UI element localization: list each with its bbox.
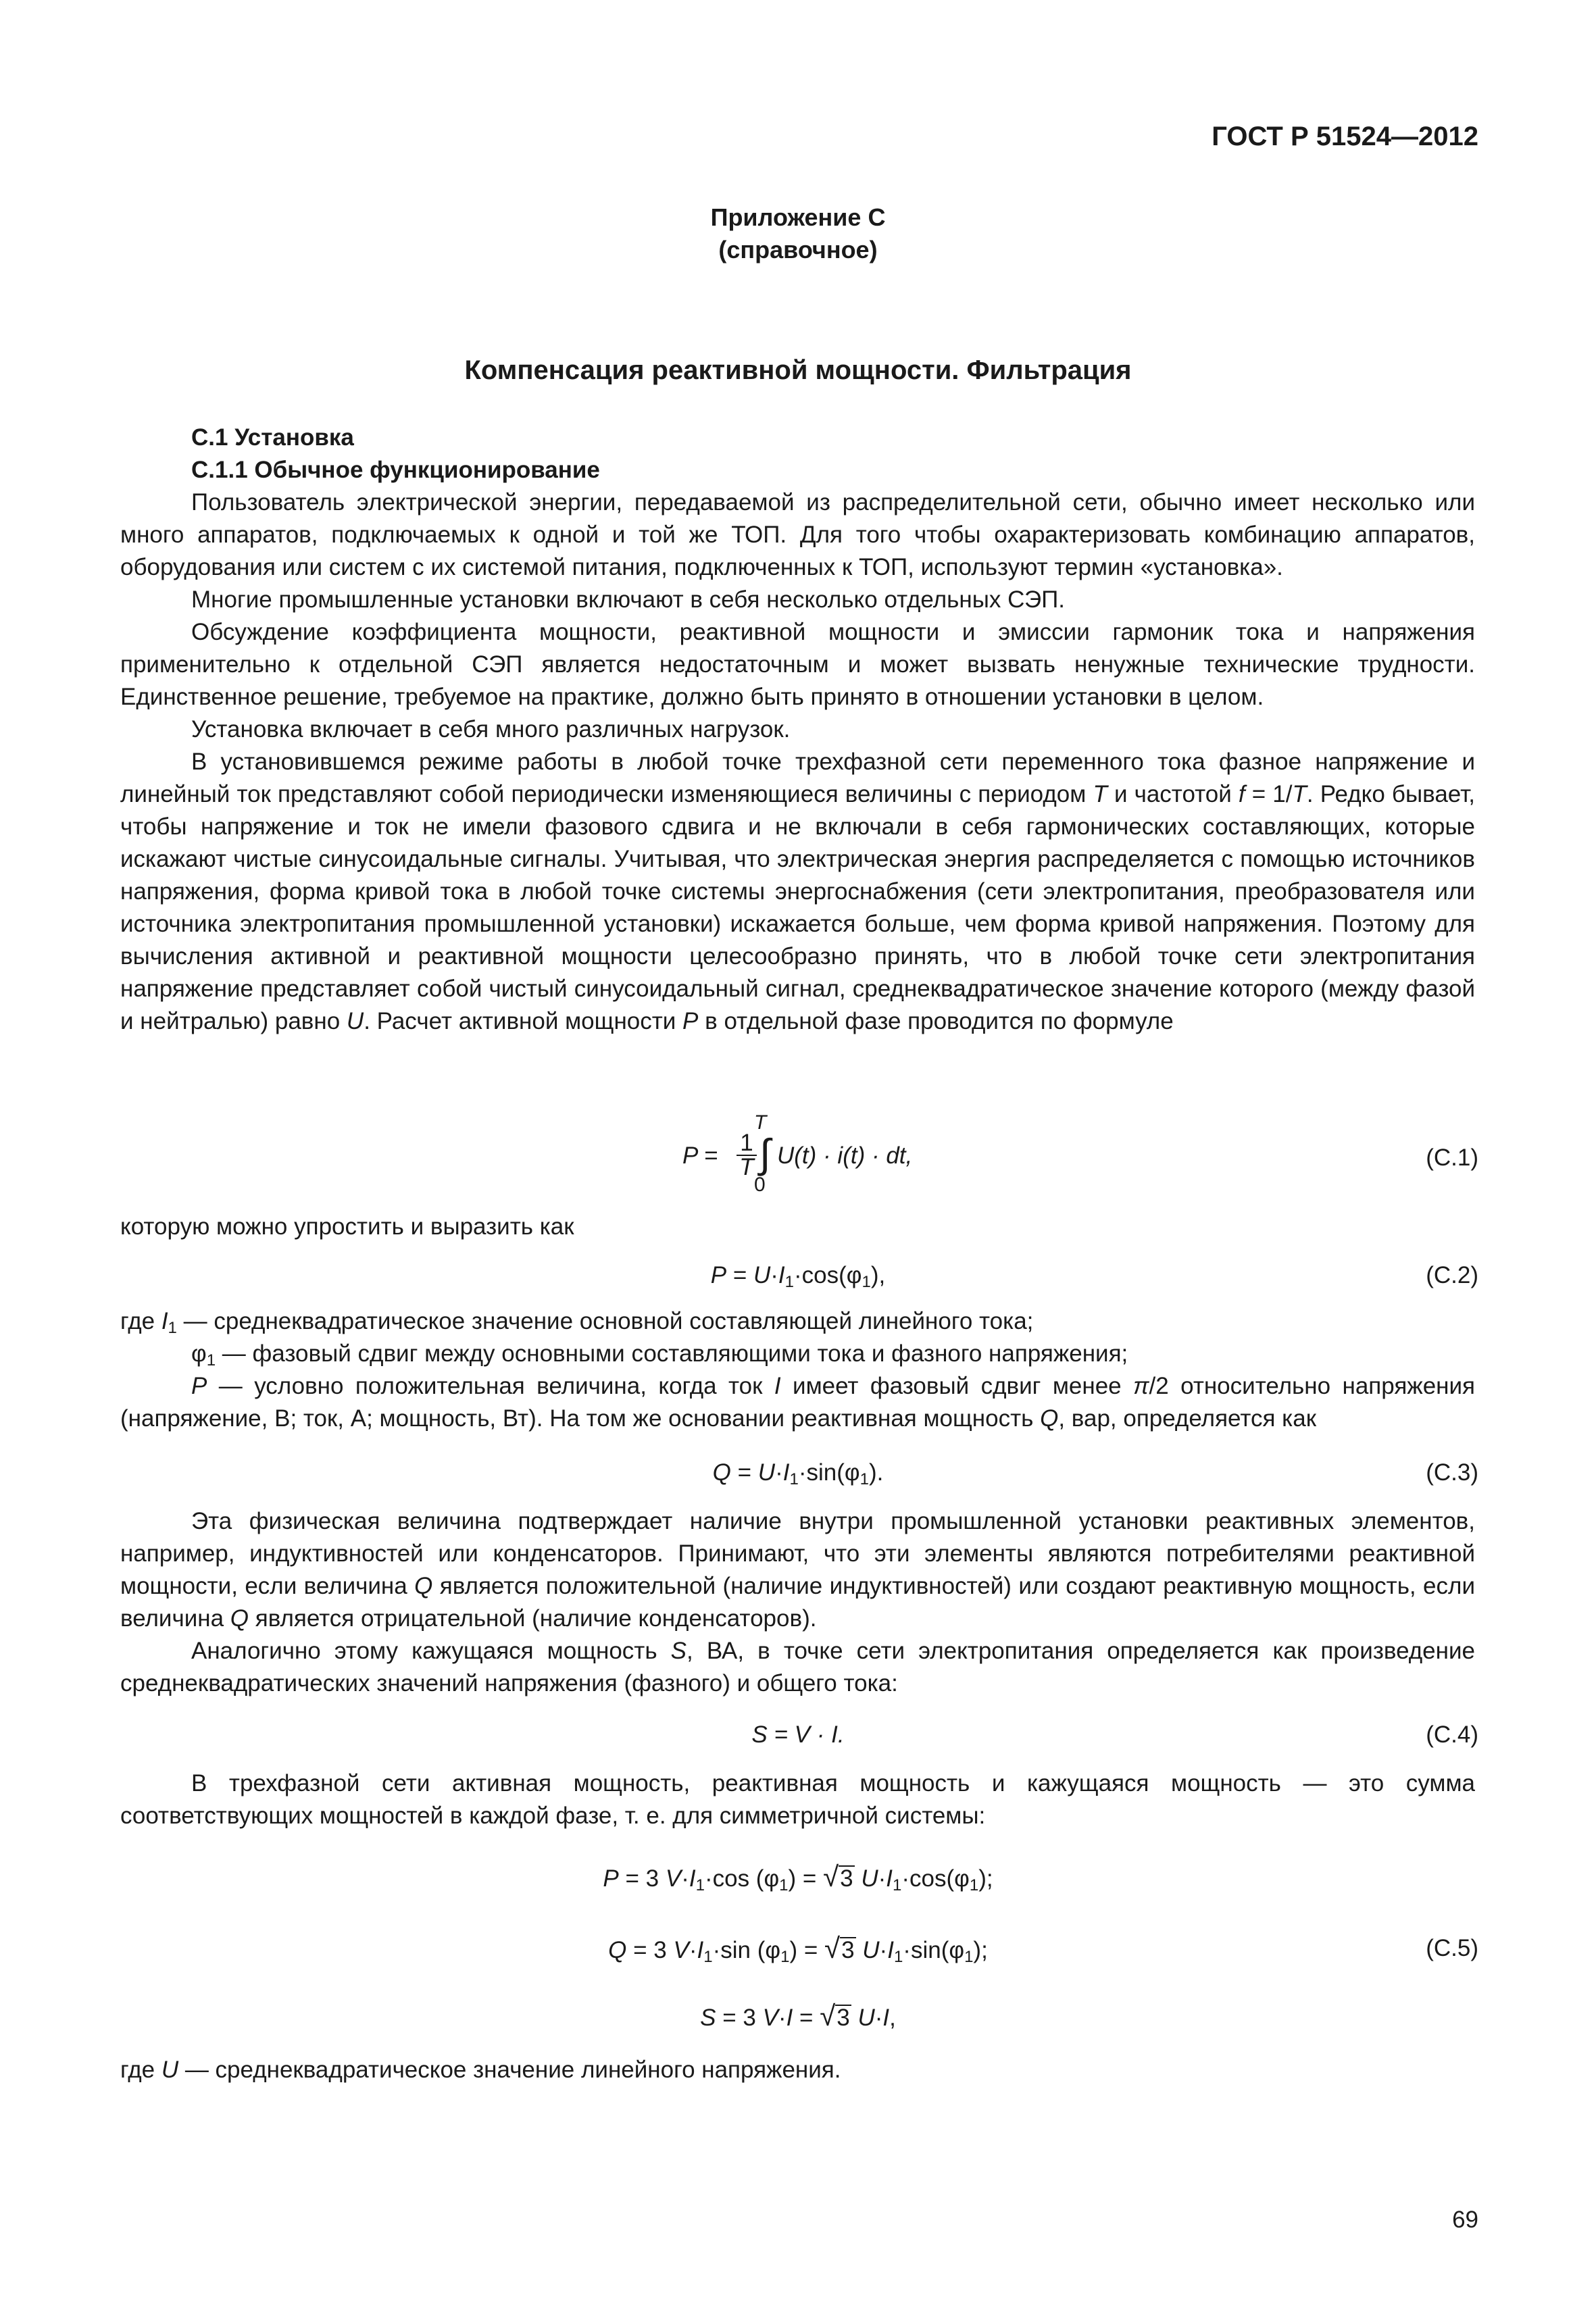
paragraph-loads: Установка включает в себя много различных нагрузок. (191, 716, 791, 743)
definition-p: P — условно положительная величина, когда ток I имеет фазовый сдвиг менее π/2 относительно напряжения (напряжение, В; ток, А; мощность, Вт). На том же основании реактивная мощность Q, вар, определяется как (120, 1373, 1475, 1432)
text-simplify: которую можно упростить и выразить как (120, 1213, 574, 1240)
equation-number-c1: (С.1) (1426, 1145, 1478, 1171)
fraction-1-over-T: 1 T (737, 1132, 757, 1179)
page-title: Компенсация реактивной мощности. Фильтрация (464, 355, 1132, 385)
equation-c5-line-p: P = 3 $V\cdot I_1\cdot\cos$ $(\varphi_1) = √3$ $U\cdot I_1\cdot\cos(\varphi_1)$; (603, 1861, 993, 1894)
document-code: ГОСТ Р 51524—2012 (1212, 122, 1478, 151)
paragraph-power-factor: Обсуждение коэффициента мощности, реактивной мощности и эмиссии гармоник тока и напряжения применительно к отдельной СЭП является недостаточным и может вызвать ненужные технические трудности. Единственное решение, требуемое на практике, должно быть принято в отношении установки в целом. (120, 619, 1475, 710)
definition-u: где U — среднеквадратическое значение линейного напряжения. (120, 2057, 841, 2083)
appendix-subtitle: (справочное) (718, 236, 878, 263)
paragraph-industrial-installations: Многие промышленные установки включают в себя несколько отдельных СЭП. (191, 586, 1066, 613)
equation-number-c4: (С.4) (1426, 1721, 1478, 1748)
equation-number-c3: (С.3) (1426, 1459, 1478, 1486)
equation-number-c5: (С.5) (1426, 1935, 1478, 1961)
equation-c1: P = 1 T T ∫ 0 U(t) · i(t) · dt, (682, 1111, 913, 1196)
equation-c2: $P = U\cdot I_1\cdot\cos(\varphi_1)$, (710, 1262, 886, 1291)
equation-c5-line-q: Q = 3 $V\cdot I_1\cdot\sin$ $(\varphi_1) = √3$ $U\cdot I_1\cdot\sin(\varphi_1)$; (608, 1932, 988, 1966)
equation-c4: S = V · I. (751, 1721, 845, 1748)
definition-phi1: $\varphi_1$ — фазовый сдвиг между основными составляющими тока и фазного напряжения; (191, 1340, 1128, 1369)
equation-number-c2: (С.2) (1426, 1262, 1478, 1288)
paragraph-three-phase: В трехфазной сети активная мощность, реактивная мощность и кажущаяся мощность — это сумма соответствующих мощностей в каждой фазе, т. е. для симметричной системы: (120, 1770, 1475, 1829)
body-text-2 (120, 1505, 1475, 1700)
sqrt-icon: √ (823, 1861, 839, 1892)
paragraph-reactive-elements: Эта физическая величина подтверждает наличие внутри промышленной установки реактивных элементов, например, индуктивностей или конденсаторов. Принимают, что эти элементы являются потребителями реактивной мощности, если величина Q является положительной (наличие индуктивностей) или создают реактивную мощность, если величина Q является отрицательной (наличие конденсаторов). (120, 1508, 1476, 1632)
appendix-title: Приложение С (710, 203, 886, 231)
body-text-3 (120, 1767, 1475, 1832)
page-number: 69 (1452, 2207, 1478, 2233)
body-text-1 (120, 486, 1475, 1038)
integral-upper-limit: T (754, 1111, 767, 1134)
section-heading-c1: С.1 Установка (191, 424, 354, 451)
paragraph-installation-definition: Пользователь электрической энергии, передаваемой из распределительной сети, обычно имеет несколько или много аппаратов, подключаемых к одной и той же ТОП. Для того чтобы охарактеризовать комбинацию аппаратов, оборудования или систем с их системой питания, подключенных к ТОП, используют термин «установка». (120, 489, 1475, 580)
equation-c5-line-s: S = 3 V·I = √3 U·I, (700, 2000, 896, 2032)
paragraph-steady-state: В установившемся режиме работы в любой точке трехфазной сети переменного тока фазное напряжение и линейный ток представляют собой периодически изменяющиеся величины с периодом T и частотой f = 1/T. Редко бывает, чтобы напряжение и ток не имели фазового сдвига и не включали в себя гармонических составляющих, которые искажают чистые синусоидальные сигналы. Учитывая, что электрическая энергия распределяется с помощью источников напряжения, форма кривой тока в любой точке системы энергоснабжения (сети электропитания, преобразователя или источника электропитания промышленной установки) искажается больше, чем форма кривой напряжения. Поэтому для вычисления активной и реактивной мощности целесообразно принять, что в любой точке сети электропитания напряжение представляет собой чистый синусоидальный сигнал, среднеквадратическое значение которого (между фазой и нейтралью) равно U. Расчет активной мощности P в отдельной фазе проводится по формуле (120, 749, 1475, 1034)
paragraph-apparent-power: Аналогично этому кажущаяся мощность S, ВА, в точке сети электропитания определяется как произведение среднеквадратических значений напряжения (фазного) и общего тока: (120, 1638, 1475, 1696)
sqrt-icon: √ (820, 2000, 836, 2032)
sqrt-icon: √ (824, 1932, 841, 1964)
integral-lower-limit: 0 (754, 1174, 766, 1196)
integral-sign: ∫ (759, 1131, 771, 1176)
equation-c3: $Q = U\cdot I_1\cdot\sin(\varphi_1)$. (712, 1459, 884, 1488)
definitions-block (120, 1305, 1475, 1435)
section-heading-c11: С.1.1 Обычное функционирование (191, 457, 600, 483)
definition-i1: где $I_1$ — среднеквадратическое значение основной составляющей линейного тока; (120, 1308, 1034, 1337)
